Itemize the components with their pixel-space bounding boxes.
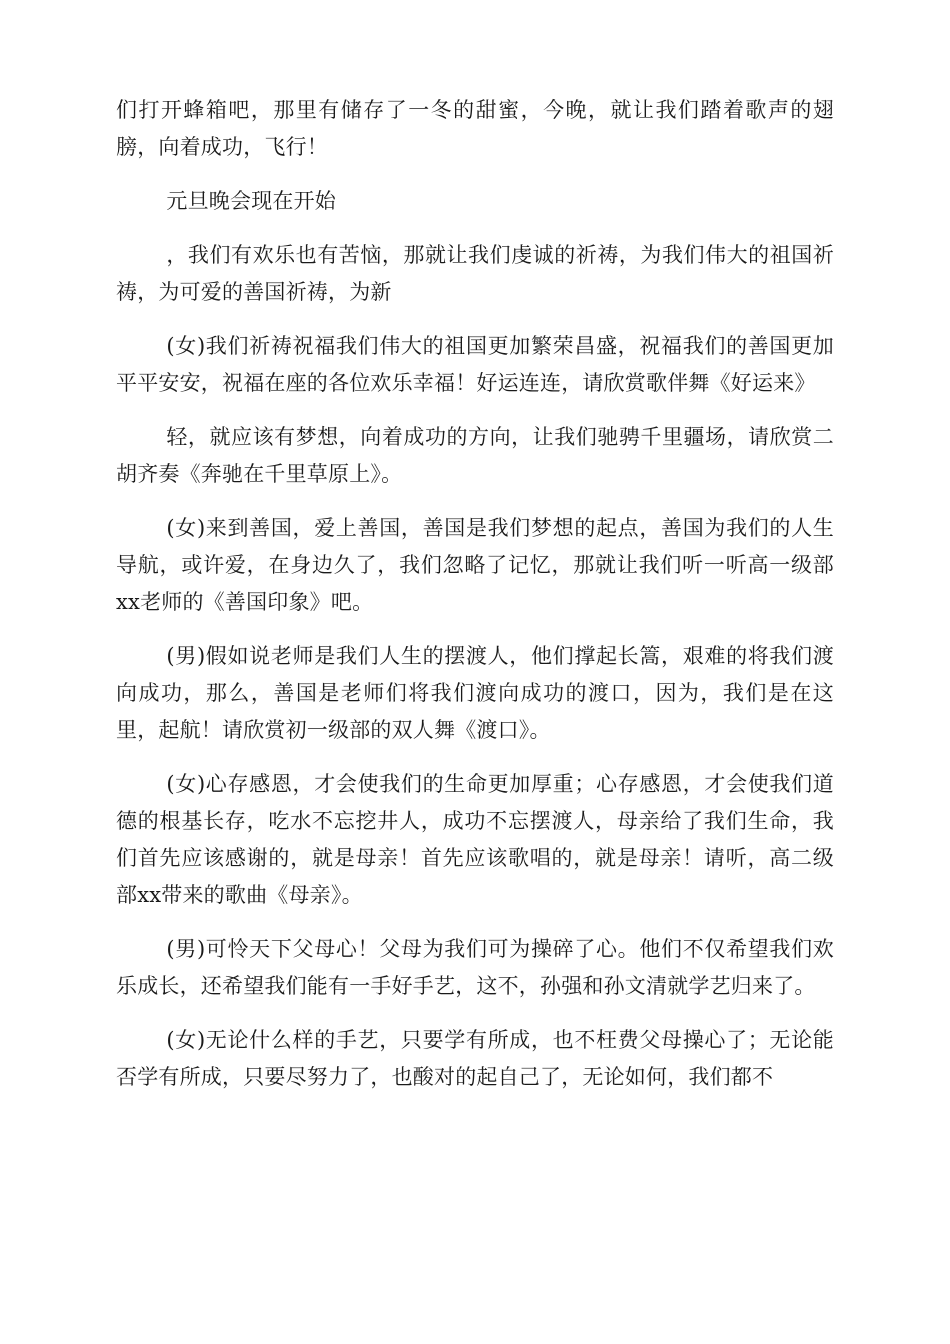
paragraph-prayer: ，我们有欢乐也有苦恼，那就让我们虔诚的祈祷，为我们伟大的祖国祈祷，为可爱的善国祈祷，为新	[116, 243, 834, 304]
paragraph-erhu-performance: 轻，就应该有梦想，向着成功的方向，让我们驰骋千里疆场，请欣赏二胡齐奏《奔驰在千里草原上》。	[116, 425, 834, 486]
document-body	[116, 92, 834, 1113]
paragraph-opening-announcement: 元旦晚会现在开始	[166, 189, 336, 213]
paragraph-female-craft: (女)无论什么样的手艺，只要学有所成，也不枉费父母操心了；无论能否学有所成，只要尽努力了，也酸对的起自己了，无论如何，我们都不	[116, 1028, 834, 1089]
paragraph-male-ferry: (男)假如说老师是我们人生的摆渡人，他们撑起长篙，艰难的将我们渡向成功，那么，善国是老师们将我们渡向成功的渡口，因为，我们是在这里，起航！请欣赏初一级部的双人舞《渡口》。	[116, 644, 834, 742]
paragraph-continuation: 们打开蜂箱吧，那里有储存了一冬的甜蜜，今晚，就让我们踏着歌声的翅膀，向着成功，飞行！	[116, 98, 834, 159]
paragraph-female-gratitude: (女)心存感恩，才会使我们的生命更加厚重；心存感恩，才会使我们道德的根基长存，吃水不忘挖井人，成功不忘摆渡人，母亲给了我们生命，我们首先应该感谢的，就是母亲！首先应该歌唱的，就是母亲！请听，高二级部xx带来的歌曲《母亲》。	[116, 772, 834, 907]
paragraph-female-shanguo: (女)来到善国，爱上善国，善国是我们梦想的起点，善国为我们的人生导航，或许爱，在身边久了，我们忽略了记忆，那就让我们听一听高一级部xx老师的《善国印象》吧。	[116, 516, 834, 614]
paragraph-female-blessing: (女)我们祈祷祝福我们伟大的祖国更加繁荣昌盛，祝福我们的善国更加平平安安，祝福在座的各位欢乐幸福！好运连连，请欣赏歌伴舞《好运来》	[116, 334, 834, 395]
paragraph-male-parents: (男)可怜天下父母心！父母为我们可为操碎了心。他们不仅希望我们欢乐成长，还希望我们能有一手好手艺，这不，孙强和孙文清就学艺归来了。	[116, 937, 834, 998]
